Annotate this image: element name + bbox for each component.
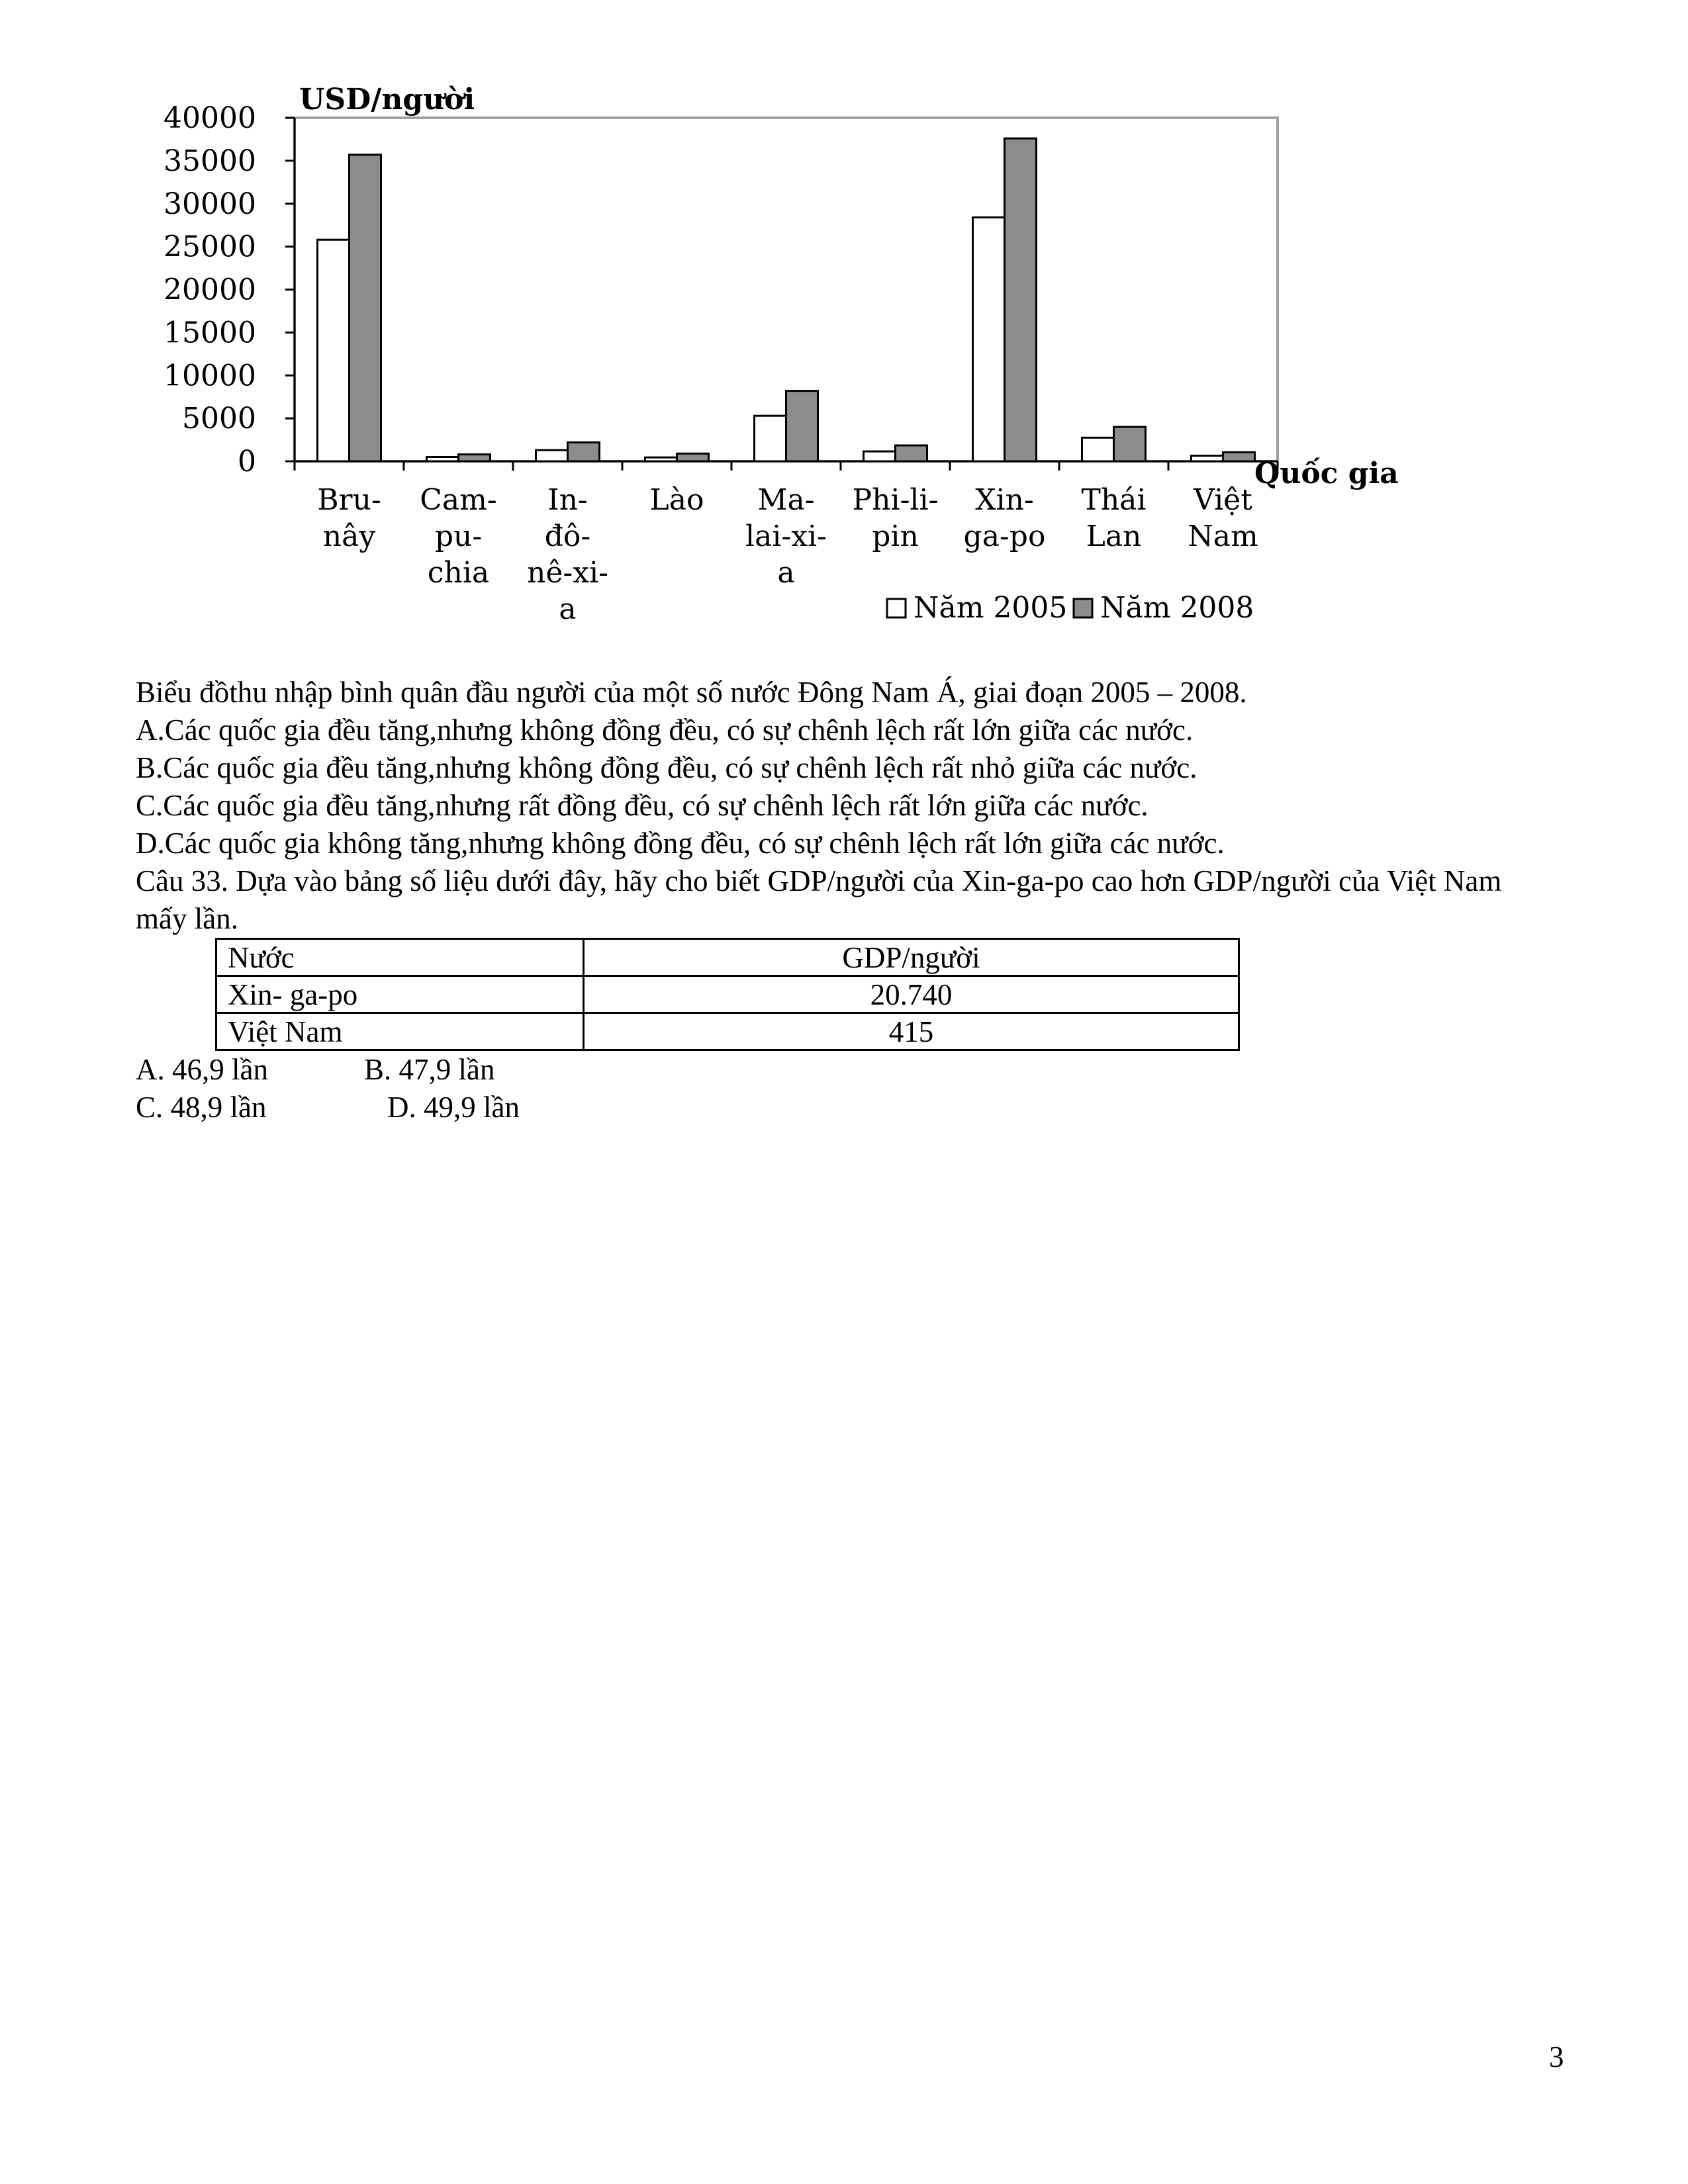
x-tick-label: ga-po xyxy=(963,520,1046,553)
legend-swatch xyxy=(1074,599,1092,617)
table-cell: Xin- ga-po xyxy=(216,976,584,1013)
table-cell: 20.740 xyxy=(584,976,1239,1013)
x-tick-label: a xyxy=(559,592,577,626)
legend-label: Năm 2005 xyxy=(914,591,1068,625)
y-tick-label: 20000 xyxy=(164,273,256,307)
x-tick-label: nây xyxy=(322,520,376,553)
chart-caption: Biểu đồthu nhập bình quân đầu người của một số nước Đông Nam Á, giai đoạn 2005 – 2008. xyxy=(136,676,1247,709)
table-header: Nước xyxy=(216,939,584,976)
bar-2008-th-i-lan xyxy=(1114,427,1146,461)
bar-2005-in-n-xi-a xyxy=(536,450,568,461)
x-axis-title: Quốc gia xyxy=(1254,457,1399,490)
option-b: B.Các quốc gia đều tăng,nhưng không đồng đều, có sự chênh lệch rất nhỏ giữa các nước. xyxy=(136,751,1197,784)
answer-d: D. 49,9 lần xyxy=(387,1091,520,1124)
bar-2008-vi-t-nam xyxy=(1223,452,1255,461)
gdp-table xyxy=(215,938,1240,1051)
option-c: C.Các quốc gia đều tăng,nhưng rất đồng đều, có sự chênh lệch rất lớn giữa các nước. xyxy=(136,789,1149,822)
bar-2008-phi-li-pin xyxy=(896,445,927,461)
x-tick-label: Nam xyxy=(1188,520,1258,553)
question-text xyxy=(136,674,1559,1126)
x-tick-label: Phi-li- xyxy=(852,483,939,517)
bar-2005-vi-t-nam xyxy=(1192,456,1223,461)
bar-2005-th-i-lan xyxy=(1082,437,1114,461)
table-cell: Việt Nam xyxy=(216,1013,584,1050)
answer-b: B. 47,9 lần xyxy=(364,1053,495,1086)
legend xyxy=(887,591,1254,625)
question-33: Câu 33. Dựa vào bảng số liệu dưới đây, hãy cho biết GDP/người của Xin-ga-po cao hơn GDP/người của Việt Nam mấy lần. xyxy=(136,864,1502,935)
y-tick-label: 40000 xyxy=(164,101,256,135)
x-tick-label: đô- xyxy=(544,520,591,553)
bar-2005-l-o xyxy=(645,457,677,461)
y-tick-label: 25000 xyxy=(164,230,256,264)
x-tick-label: lai-xi- xyxy=(745,520,827,553)
bar-2008-cam-pu-chia xyxy=(459,455,491,461)
x-tick-label: Lan xyxy=(1086,520,1142,553)
table-row xyxy=(216,976,1239,1013)
bar-2005-phi-li-pin xyxy=(864,451,896,461)
x-tick-label: Cam- xyxy=(420,483,497,517)
x-tick-label: chia xyxy=(427,556,490,590)
answer-c: C. 48,9 lần xyxy=(136,1091,267,1124)
answer-a: A. 46,9 lần xyxy=(136,1053,268,1086)
bar-2005-cam-pu-chia xyxy=(427,457,459,461)
x-tick-label: a xyxy=(777,556,795,590)
bar-2005-ma-lai-xi-a xyxy=(755,416,786,461)
y-tick-label: 10000 xyxy=(164,359,256,393)
answers-row-2 xyxy=(136,1089,1559,1126)
option-a: A.Các quốc gia đều tăng,nhưng không đồng đều, có sự chênh lệch rất lớn giữa các nước. xyxy=(136,713,1194,747)
bar-2005-bru-n-y xyxy=(318,240,350,461)
bar-2005-xin-ga-po xyxy=(973,218,1005,461)
x-tick-label: Lào xyxy=(649,483,704,517)
x-tick-label: pin xyxy=(872,520,919,553)
bar-2008-xin-ga-po xyxy=(1005,138,1037,461)
option-d: D.Các quốc gia không tăng,nhưng không đồng đều, có sự chênh lệch rất lớn giữa các nước. xyxy=(136,827,1225,860)
bars xyxy=(318,138,1255,461)
bar-2008-bru-n-y xyxy=(350,155,381,461)
y-tick-label: 15000 xyxy=(164,316,256,350)
table-header-row xyxy=(216,939,1239,976)
bar-2008-in-n-xi-a xyxy=(568,442,600,461)
table-header: GDP/người xyxy=(584,939,1239,976)
page-number: 3 xyxy=(1549,2040,1564,2073)
x-tick-label: Xin- xyxy=(975,483,1034,517)
answers-row-1 xyxy=(136,1051,1559,1089)
legend-label: Năm 2008 xyxy=(1100,591,1254,625)
y-tick-label: 0 xyxy=(238,445,256,478)
x-tick-label: Ma- xyxy=(757,483,815,517)
x-tick-label: Việt xyxy=(1194,483,1252,517)
x-tick-label: pu- xyxy=(434,520,483,553)
x-tick-label: Thái xyxy=(1081,483,1147,517)
bar-2008-ma-lai-xi-a xyxy=(786,391,818,461)
x-tick-label: In- xyxy=(547,483,588,517)
gdp-chart xyxy=(0,0,1688,662)
y-tick-label: 35000 xyxy=(164,144,256,178)
y-axis-title: USD/người xyxy=(299,83,475,116)
table-row xyxy=(216,1013,1239,1050)
bar-2008-l-o xyxy=(677,453,709,461)
legend-swatch xyxy=(887,599,906,617)
x-tick-label: nê-xi- xyxy=(527,556,608,590)
y-axis-ticks xyxy=(164,101,295,478)
y-tick-label: 5000 xyxy=(182,402,256,436)
table-cell: 415 xyxy=(584,1013,1239,1050)
x-tick-label: Bru- xyxy=(317,483,381,517)
y-tick-label: 30000 xyxy=(164,187,256,221)
